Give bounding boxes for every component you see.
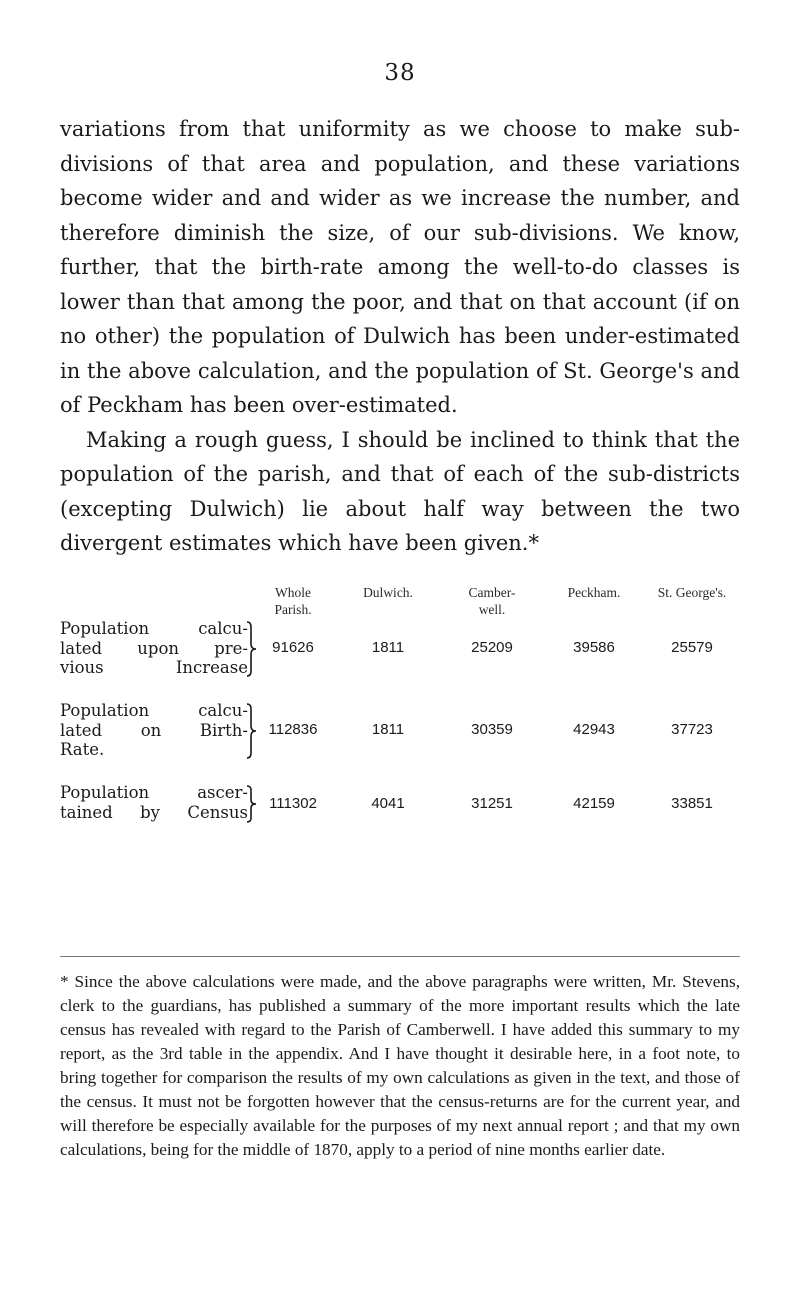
table-cell: 112836 bbox=[268, 721, 318, 738]
table-cell: 37723 bbox=[671, 721, 713, 738]
table-cell: 33851 bbox=[671, 795, 713, 812]
table-cell: 39586 bbox=[573, 639, 615, 656]
column-header: Dulwich. bbox=[363, 585, 413, 600]
table-cell: 111302 bbox=[269, 795, 317, 812]
table-cell: 25579 bbox=[671, 639, 713, 656]
table-cell: 42943 bbox=[573, 721, 615, 738]
paragraph: variations from that uniformity as we choose to make sub-divisions of that area and population, and these variations become wider and and wider as we increase the number, and therefore diminish the size, of our sub-divisions. We know, further, that the birth-rate among the well-to-do classes is lower than that among the poor, and that on that account (if on no other) the population of Dulwich has been under-estimated in the above calculation, and the population of St. George's and of Peckham has been over-estimated. bbox=[60, 117, 740, 417]
table-cell: 1811 bbox=[371, 721, 405, 738]
footnote: * Since the above calculations were made, and the above paragraphs were written, Mr. Stevens, clerk to the guardians, has published a summary of the more important results which the late census has revealed with regard to the Parish of Camberwell. I have added this summary to my report, as the 3rd table in the appendix. And I have thought it desirable here, in a foot note, to bring together for comparison the results of my own calculations as given in the text, and those of the census. It must not be forgotten however that the census-returns are for the current year, and will therefore be especially available for the purposes of my next annual report ; and that my own calculations, being for the middle of 1870, apply to a period of nine months earlier date. bbox=[60, 972, 740, 1159]
row-label: Population calcu- lated on Birth- Rate. bbox=[60, 701, 248, 759]
column-header: Whole Parish. bbox=[274, 585, 312, 617]
column-header: St. George's. bbox=[657, 585, 727, 600]
column-header: Peckham. bbox=[567, 585, 621, 600]
page-number: 38 bbox=[384, 60, 416, 86]
row-label: Population calcu- lated upon pre- vious Increase bbox=[60, 619, 248, 677]
body-text bbox=[60, 112, 740, 561]
column-header: Camber- well. bbox=[468, 585, 516, 617]
table-cell: 91626 bbox=[272, 639, 314, 656]
table-cell: 42159 bbox=[573, 795, 615, 812]
table-cell: 30359 bbox=[471, 721, 513, 738]
row-label: Population ascer- tained by Census bbox=[60, 783, 248, 822]
table-cell: 25209 bbox=[471, 639, 513, 656]
table-cell: 1811 bbox=[371, 639, 405, 656]
footnote-divider bbox=[60, 956, 740, 957]
table-cell: 31251 bbox=[471, 795, 513, 812]
paragraph: Making a rough guess, I should be inclined to think that the population of the parish, and that of each of the sub-districts (excepting Dulwich) lie about half way between the two divergent estimates which have been given.* bbox=[60, 427, 740, 555]
table-cell: 4041 bbox=[371, 795, 405, 812]
